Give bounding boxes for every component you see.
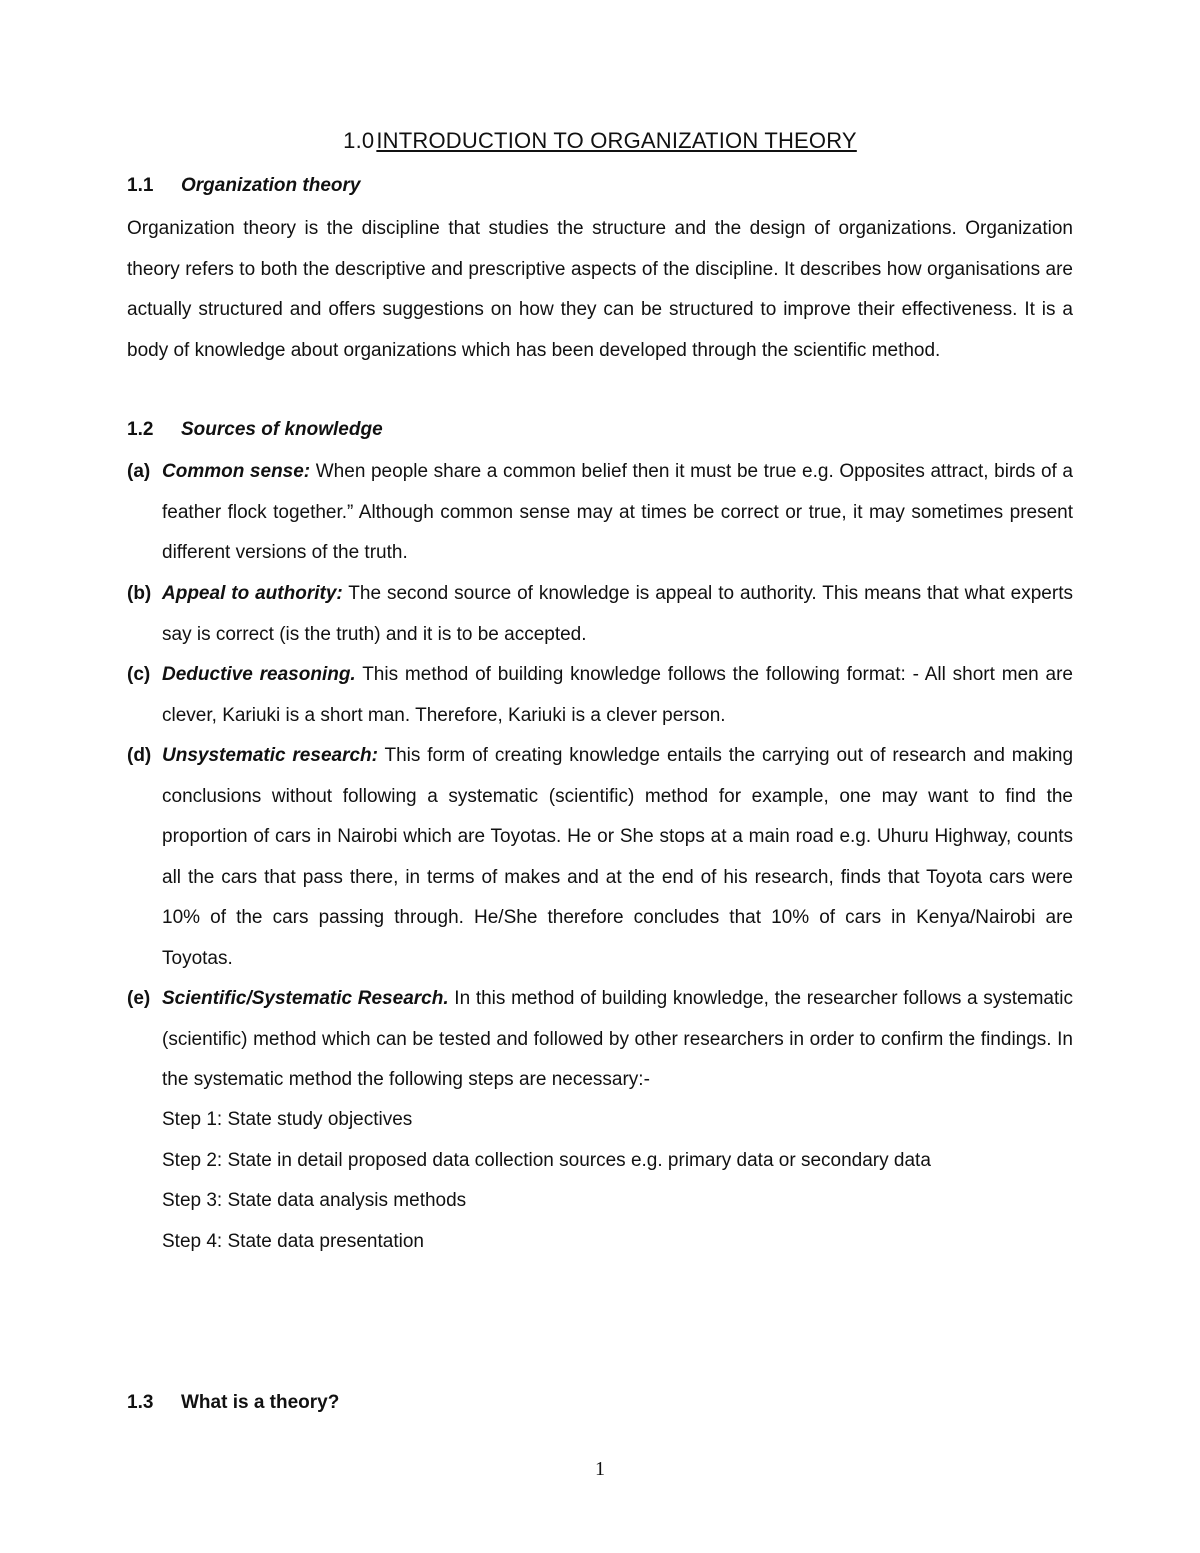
list-item-letter: (b) — [127, 583, 152, 604]
page-number: 1 — [595, 1458, 605, 1480]
list-item-b — [127, 574, 1073, 655]
list-item-d — [127, 736, 1073, 979]
list-item-a — [127, 452, 1073, 574]
section-heading-1-2 — [127, 419, 383, 441]
list-item-text: In this method of building knowledge, the researcher follows a systematic (scientific) method which can be tested and followed by other researchers in order to confirm the findings. In the systematic method the following steps are necessary:- — [162, 988, 1073, 1090]
steps-list — [162, 1100, 931, 1262]
list-item-text: When people share a common belief then it must be true e.g. Opposites attract, birds of a feather flock together.” Although common sense may at times be correct or true, it may sometimes present different versions of the truth. — [162, 461, 1073, 563]
list-item-term: Scientific/Systematic Research. — [162, 988, 449, 1009]
list-item-c — [127, 655, 1073, 736]
step-item: Step 3: State data analysis methods — [162, 1190, 467, 1211]
list-item-term: Unsystematic research: — [162, 745, 378, 766]
list-item-term: Appeal to authority: — [162, 583, 343, 604]
section-heading-1-3 — [127, 1392, 339, 1414]
section-heading-1-1 — [127, 175, 360, 197]
list-item-letter: (a) — [127, 461, 151, 482]
list-item-letter: (d) — [127, 745, 152, 766]
page-title — [0, 128, 1200, 154]
list-item-term: Common sense: — [162, 461, 311, 482]
section-title: Sources of knowledge — [181, 419, 383, 440]
section-number: 1.2 — [127, 419, 154, 440]
section-1-1-paragraph: Organization theory is the discipline that studies the structure and the design of organizations. Organization theory refers to both the descriptive and prescriptive aspects of the discipline. It describes how organisations are actually structured and offers suggestions on how they can be structured to improve their effectiveness. It is a body of knowledge about organizations which has been developed through the scientific method. — [127, 218, 1073, 361]
list-item-text: The second source of knowledge is appeal to authority. This means that what experts say is correct (is the truth) and it is to be accepted. — [162, 583, 1073, 645]
list-item-body — [162, 452, 1073, 574]
list-item-letter: (e) — [127, 988, 151, 1009]
step-item: Step 2: State in detail proposed data collection sources e.g. primary data or secondary data — [162, 1149, 931, 1171]
section-number: 1.3 — [127, 1392, 154, 1413]
list-item-body — [162, 655, 1073, 736]
list-item-text: This method of building knowledge follows the following format: - All short men are clever, Kariuki is a short man. Therefore, Kariuki is a clever person. — [162, 664, 1073, 726]
title-text: INTRODUCTION TO ORGANIZATION THEORY — [376, 128, 857, 153]
list-item-letter: (c) — [127, 664, 151, 685]
list-item-term: Deductive reasoning. — [162, 664, 356, 685]
list-item-body — [162, 979, 1073, 1101]
list-item-body — [162, 736, 1073, 979]
section-title: What is a theory? — [181, 1392, 340, 1413]
section-title: Organization theory — [181, 175, 361, 196]
list-item-e — [127, 979, 1073, 1101]
step-item: Step 1: State study objectives — [162, 1109, 413, 1130]
list-item-text: This form of creating knowledge entails the carrying out of research and making conclusions without following a systematic (scientific) method for example, one may want to find the proportion of cars in Nairobi which are Toyotas. He or She stops at a main road e.g. Uhuru Highway, counts all the cars that pass there, in terms of makes and at the end of his research, finds that Toyota cars were 10% of the cars passing through. He/She therefore concludes that 10% of cars in Kenya/Nairobi are Toyotas. — [162, 745, 1074, 969]
list-item-body — [162, 574, 1073, 655]
step-item: Step 4: State data presentation — [162, 1230, 424, 1252]
section-number: 1.1 — [127, 175, 154, 196]
title-number: 1.0 — [343, 128, 375, 153]
